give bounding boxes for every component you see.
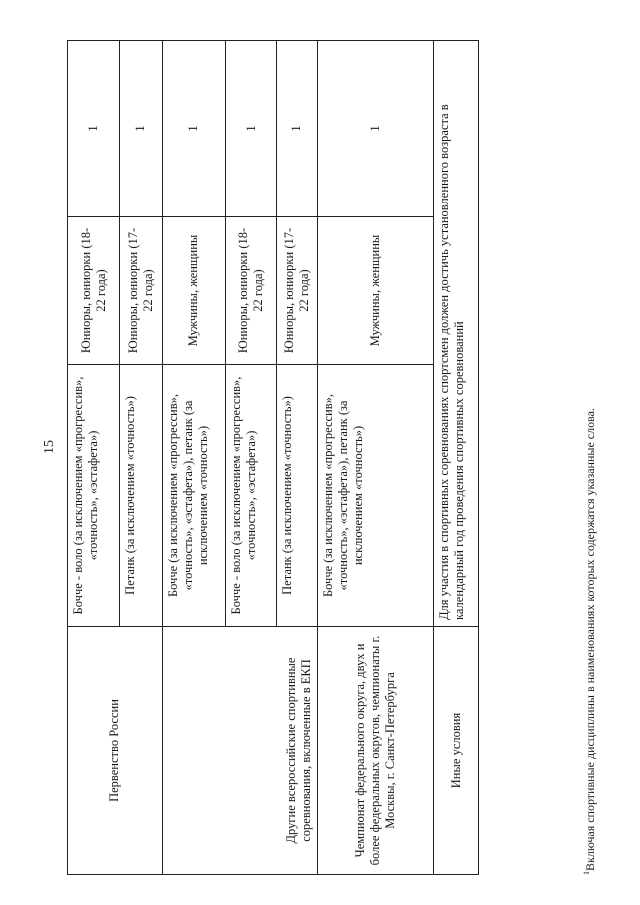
page-number: 15 [42, 440, 57, 454]
table-row [434, 41, 479, 875]
count-cell: 1 [120, 41, 162, 217]
discipline-cell: Бочче (за исключением «прогрессив», «точность», «эстафета»), петанк (за исключением «точность») [317, 365, 434, 627]
footnote-mark: 1 [582, 871, 591, 875]
footnote [582, 35, 598, 875]
count-cell: 1 [317, 41, 434, 217]
category-cell: Чемпионат федерального округа, двух и более федеральных округов, чемпионаты г. Москвы, г. Санкт-Петербурга [317, 627, 434, 875]
gender-age-cell: Юниоры, юниорки (18-22 года) [226, 217, 277, 365]
discipline-cell: Бочче - воло (за исключением «прогрессив», «точность», «эстафета») [68, 365, 120, 627]
table-row [68, 41, 120, 875]
gender-age-cell: Юниоры, юниорки (17-22 года) [120, 217, 162, 365]
other-conditions-label: Иные условия [434, 627, 479, 875]
count-cell: 1 [226, 41, 277, 217]
discipline-cell: Петанк (за исключением «точность») [120, 365, 162, 627]
gender-age-cell: Юниоры, юниорки (18-22 года) [68, 217, 120, 365]
footnote-text: Включая спортивные дисциплины в наименованиях которых содержатся указанные слова. [583, 408, 597, 871]
count-cell: 1 [162, 41, 226, 217]
other-conditions-text: Для участия в спортивных соревнованиях спортсмен должен достичь установленного возраста в календарный год проведения спортивных соревнований [434, 41, 479, 627]
table-row [317, 41, 434, 875]
requirements-table [67, 40, 479, 875]
category-cell: Другие всероссийские спортивные соревнования, включенные в ЕКП [162, 627, 317, 875]
discipline-cell: Бочче - воло (за исключением «прогрессив», «точность», «эстафета») [226, 365, 277, 627]
gender-age-cell: Мужчины, женщины [317, 217, 434, 365]
gender-age-cell: Мужчины, женщины [162, 217, 226, 365]
category-cell: Первенство России [68, 627, 163, 875]
discipline-cell: Петанк (за исключением «точность») [277, 365, 317, 627]
count-cell: 1 [68, 41, 120, 217]
count-cell: 1 [277, 41, 317, 217]
gender-age-cell: Юниоры, юниорки (17-22 года) [277, 217, 317, 365]
table-row [162, 41, 226, 875]
discipline-cell: Бочче (за исключением «прогрессив», «точность», «эстафета»), петанк (за исключением «точность») [162, 365, 226, 627]
